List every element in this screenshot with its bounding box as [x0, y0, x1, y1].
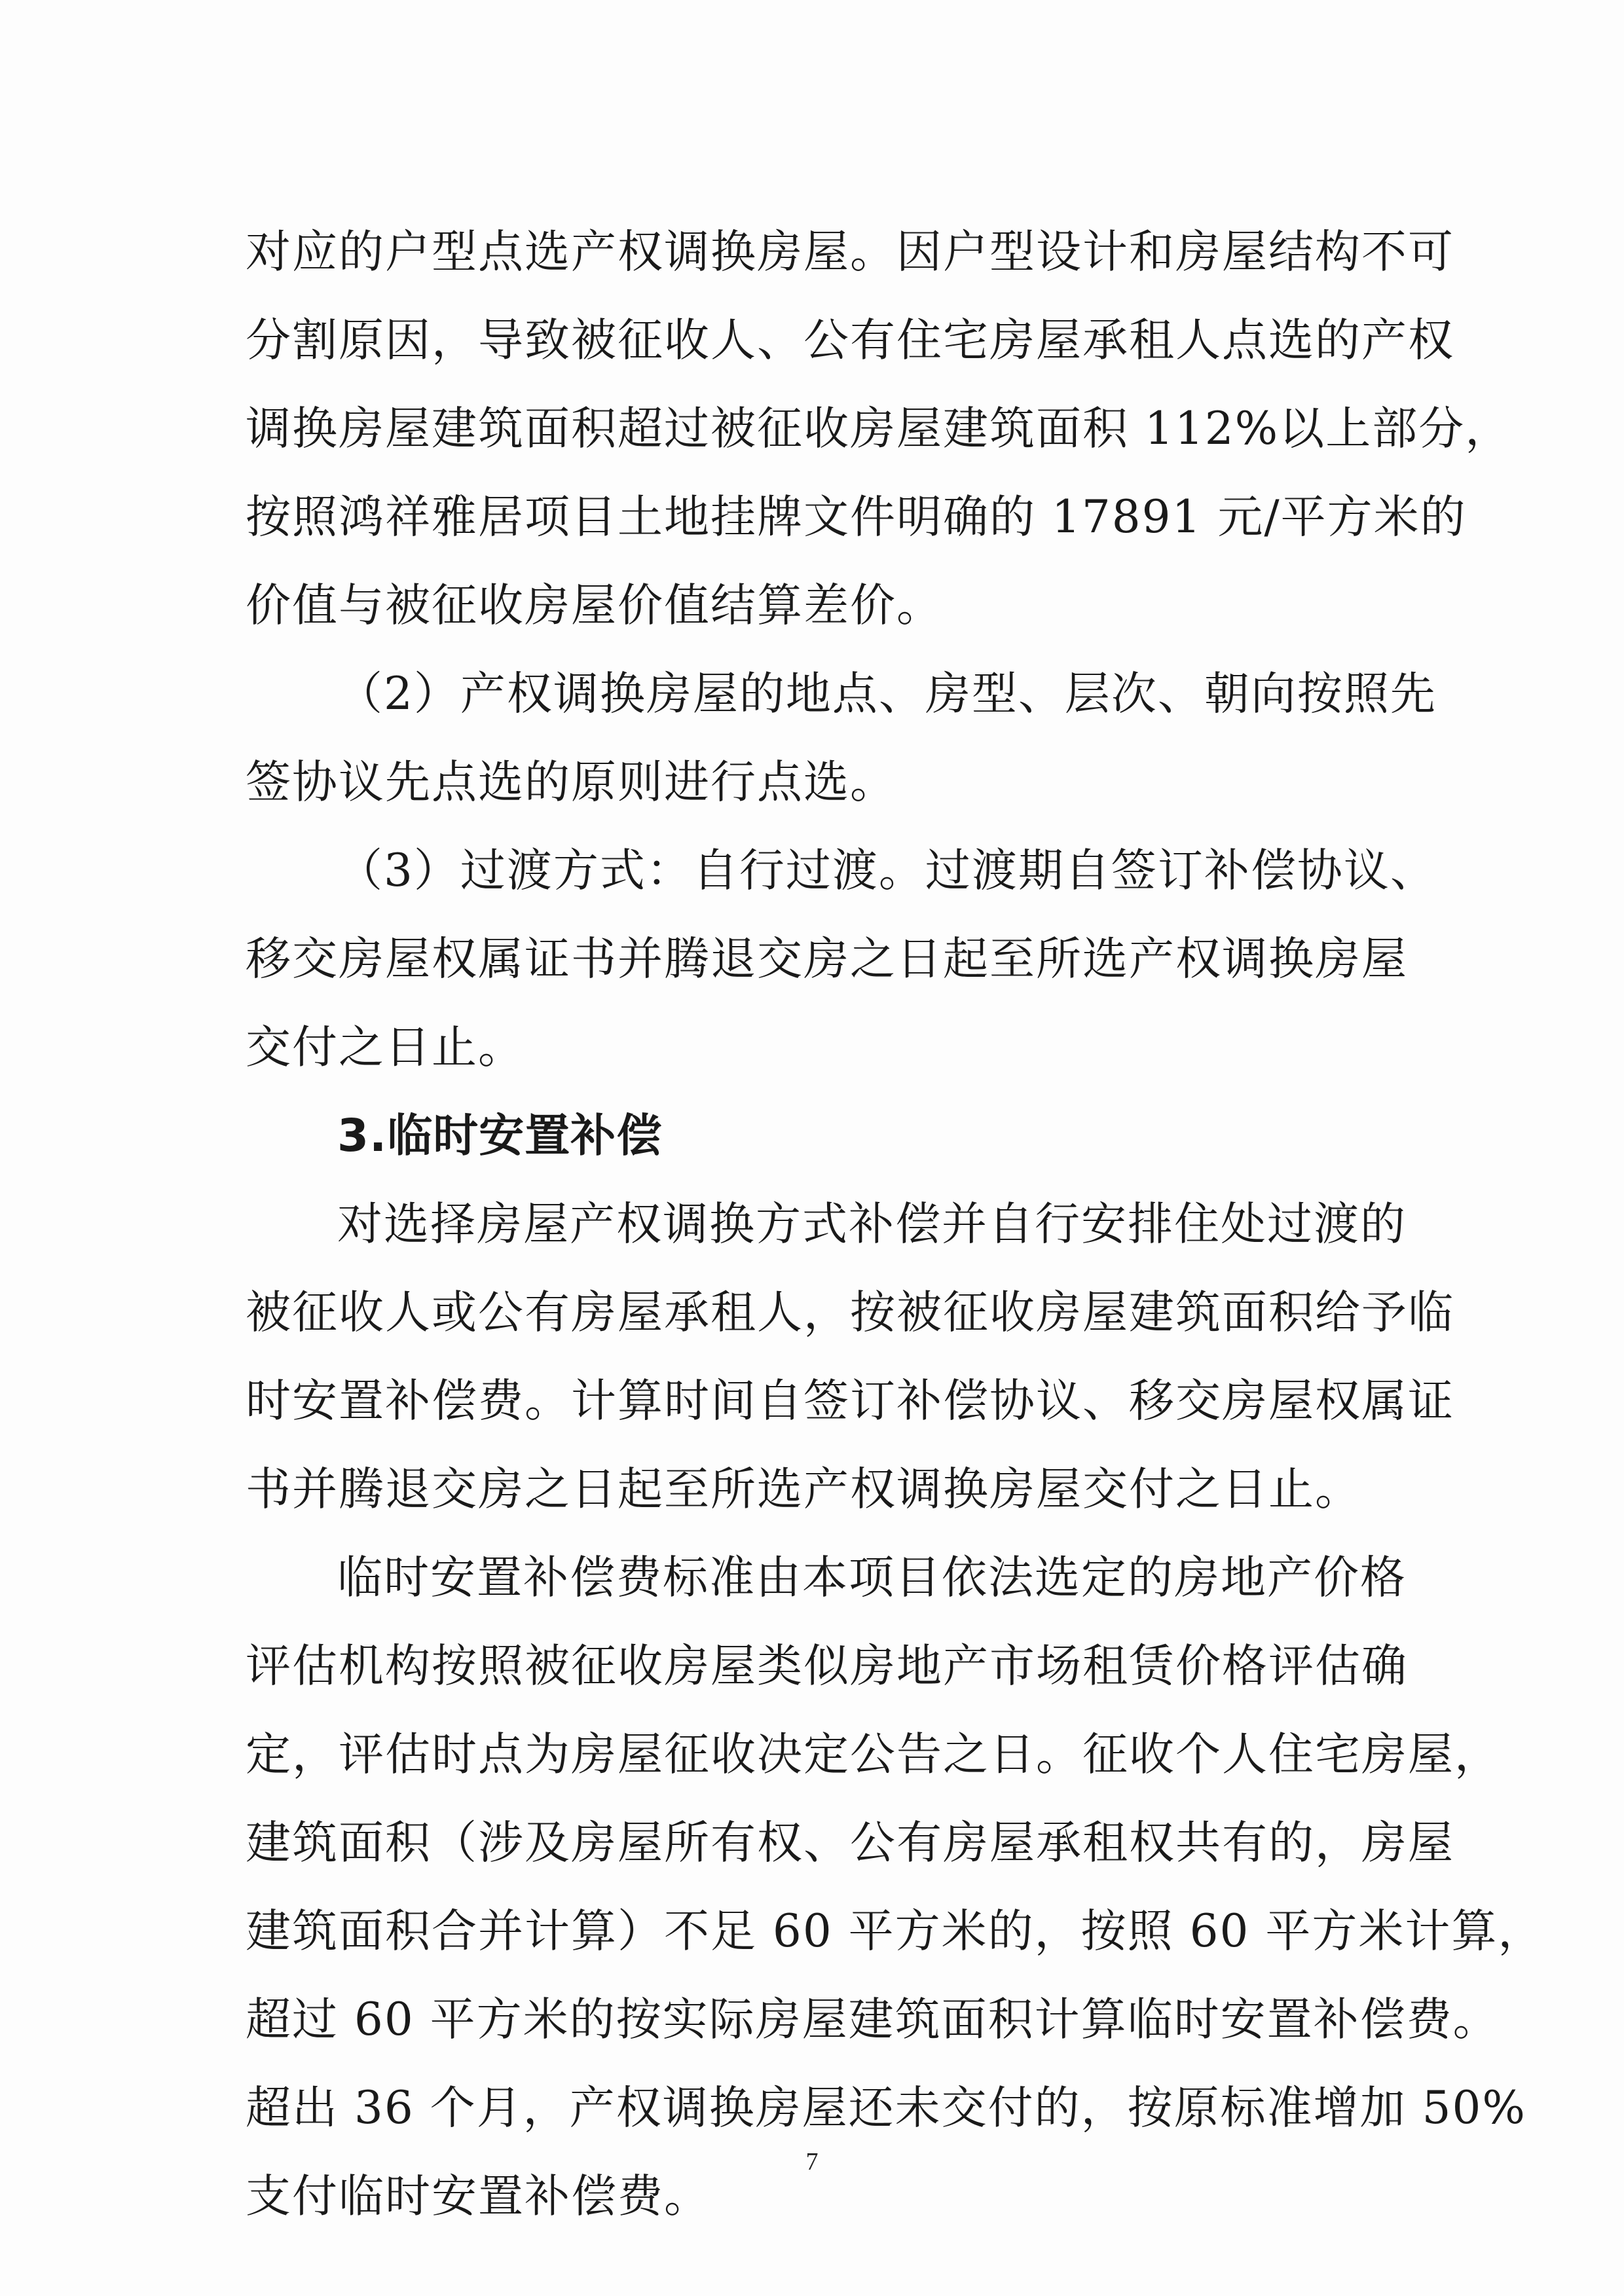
text-line: 签协议先点选的原则进行点选。: [246, 756, 896, 809]
text-line: 调换房屋建筑面积超过被征收房屋建筑面积 112%以上部分，: [246, 403, 1512, 455]
text-line: 评估机构按照被征收房屋类似房地产市场租赁价格评估确: [246, 1640, 1408, 1692]
page-number: 7: [805, 2148, 819, 2176]
text-line: （3）过渡方式：自行过渡。过渡期自签订补偿协议、: [337, 845, 1437, 897]
text-line: 书并腾退交房之日起至所选产权调换房屋交付之日止。: [246, 1463, 1361, 1516]
section-heading: 3.临时安置补偿: [337, 1110, 663, 1162]
text-line: 被征收人或公有房屋承租人，按被征收房屋建筑面积给予临: [246, 1286, 1454, 1339]
text-line: 时安置补偿费。计算时间自签订补偿协议、移交房屋权属证: [246, 1375, 1454, 1427]
text-line: 支付临时安置补偿费。: [246, 2170, 710, 2223]
text-line: 分割原因，导致被征收人、公有住宅房屋承租人点选的产权: [246, 314, 1454, 367]
text-line: 超过 60 平方米的按实际房屋建筑面积计算临时安置补偿费。: [246, 1994, 1500, 2046]
text-line: 对选择房屋产权调换方式补偿并自行安排住处过渡的: [337, 1198, 1407, 1250]
document-body: [246, 208, 1545, 2241]
text-line: 价值与被征收房屋价值结算差价。: [246, 579, 943, 632]
text-line: （2）产权调换房屋的地点、房型、层次、朝向按照先: [337, 668, 1437, 720]
text-line: 超出 36 个月，产权调换房屋还未交付的，按原标准增加 50%: [246, 2082, 1526, 2134]
text-line: 按照鸿祥雅居项目土地挂牌文件明确的 17891 元/平方米的: [246, 491, 1467, 543]
text-line: 定，评估时点为房屋征收决定公告之日。征收个人住宅房屋，: [246, 1728, 1501, 1781]
text-line: 临时安置补偿费标准由本项目依法选定的房地产价格: [337, 1552, 1407, 1604]
text-line: 建筑面积（涉及房屋所有权、公有房屋承租权共有的，房屋: [246, 1817, 1454, 1869]
text-line: 移交房屋权属证书并腾退交房之日起至所选产权调换房屋: [246, 933, 1408, 985]
text-line: 建筑面积合并计算）不足 60 平方米的，按照 60 平方米计算，: [246, 1905, 1545, 1958]
text-line: 对应的户型点选产权调换房屋。因户型设计和房屋结构不可: [246, 226, 1454, 278]
text-line: 交付之日止。: [246, 1021, 525, 1074]
